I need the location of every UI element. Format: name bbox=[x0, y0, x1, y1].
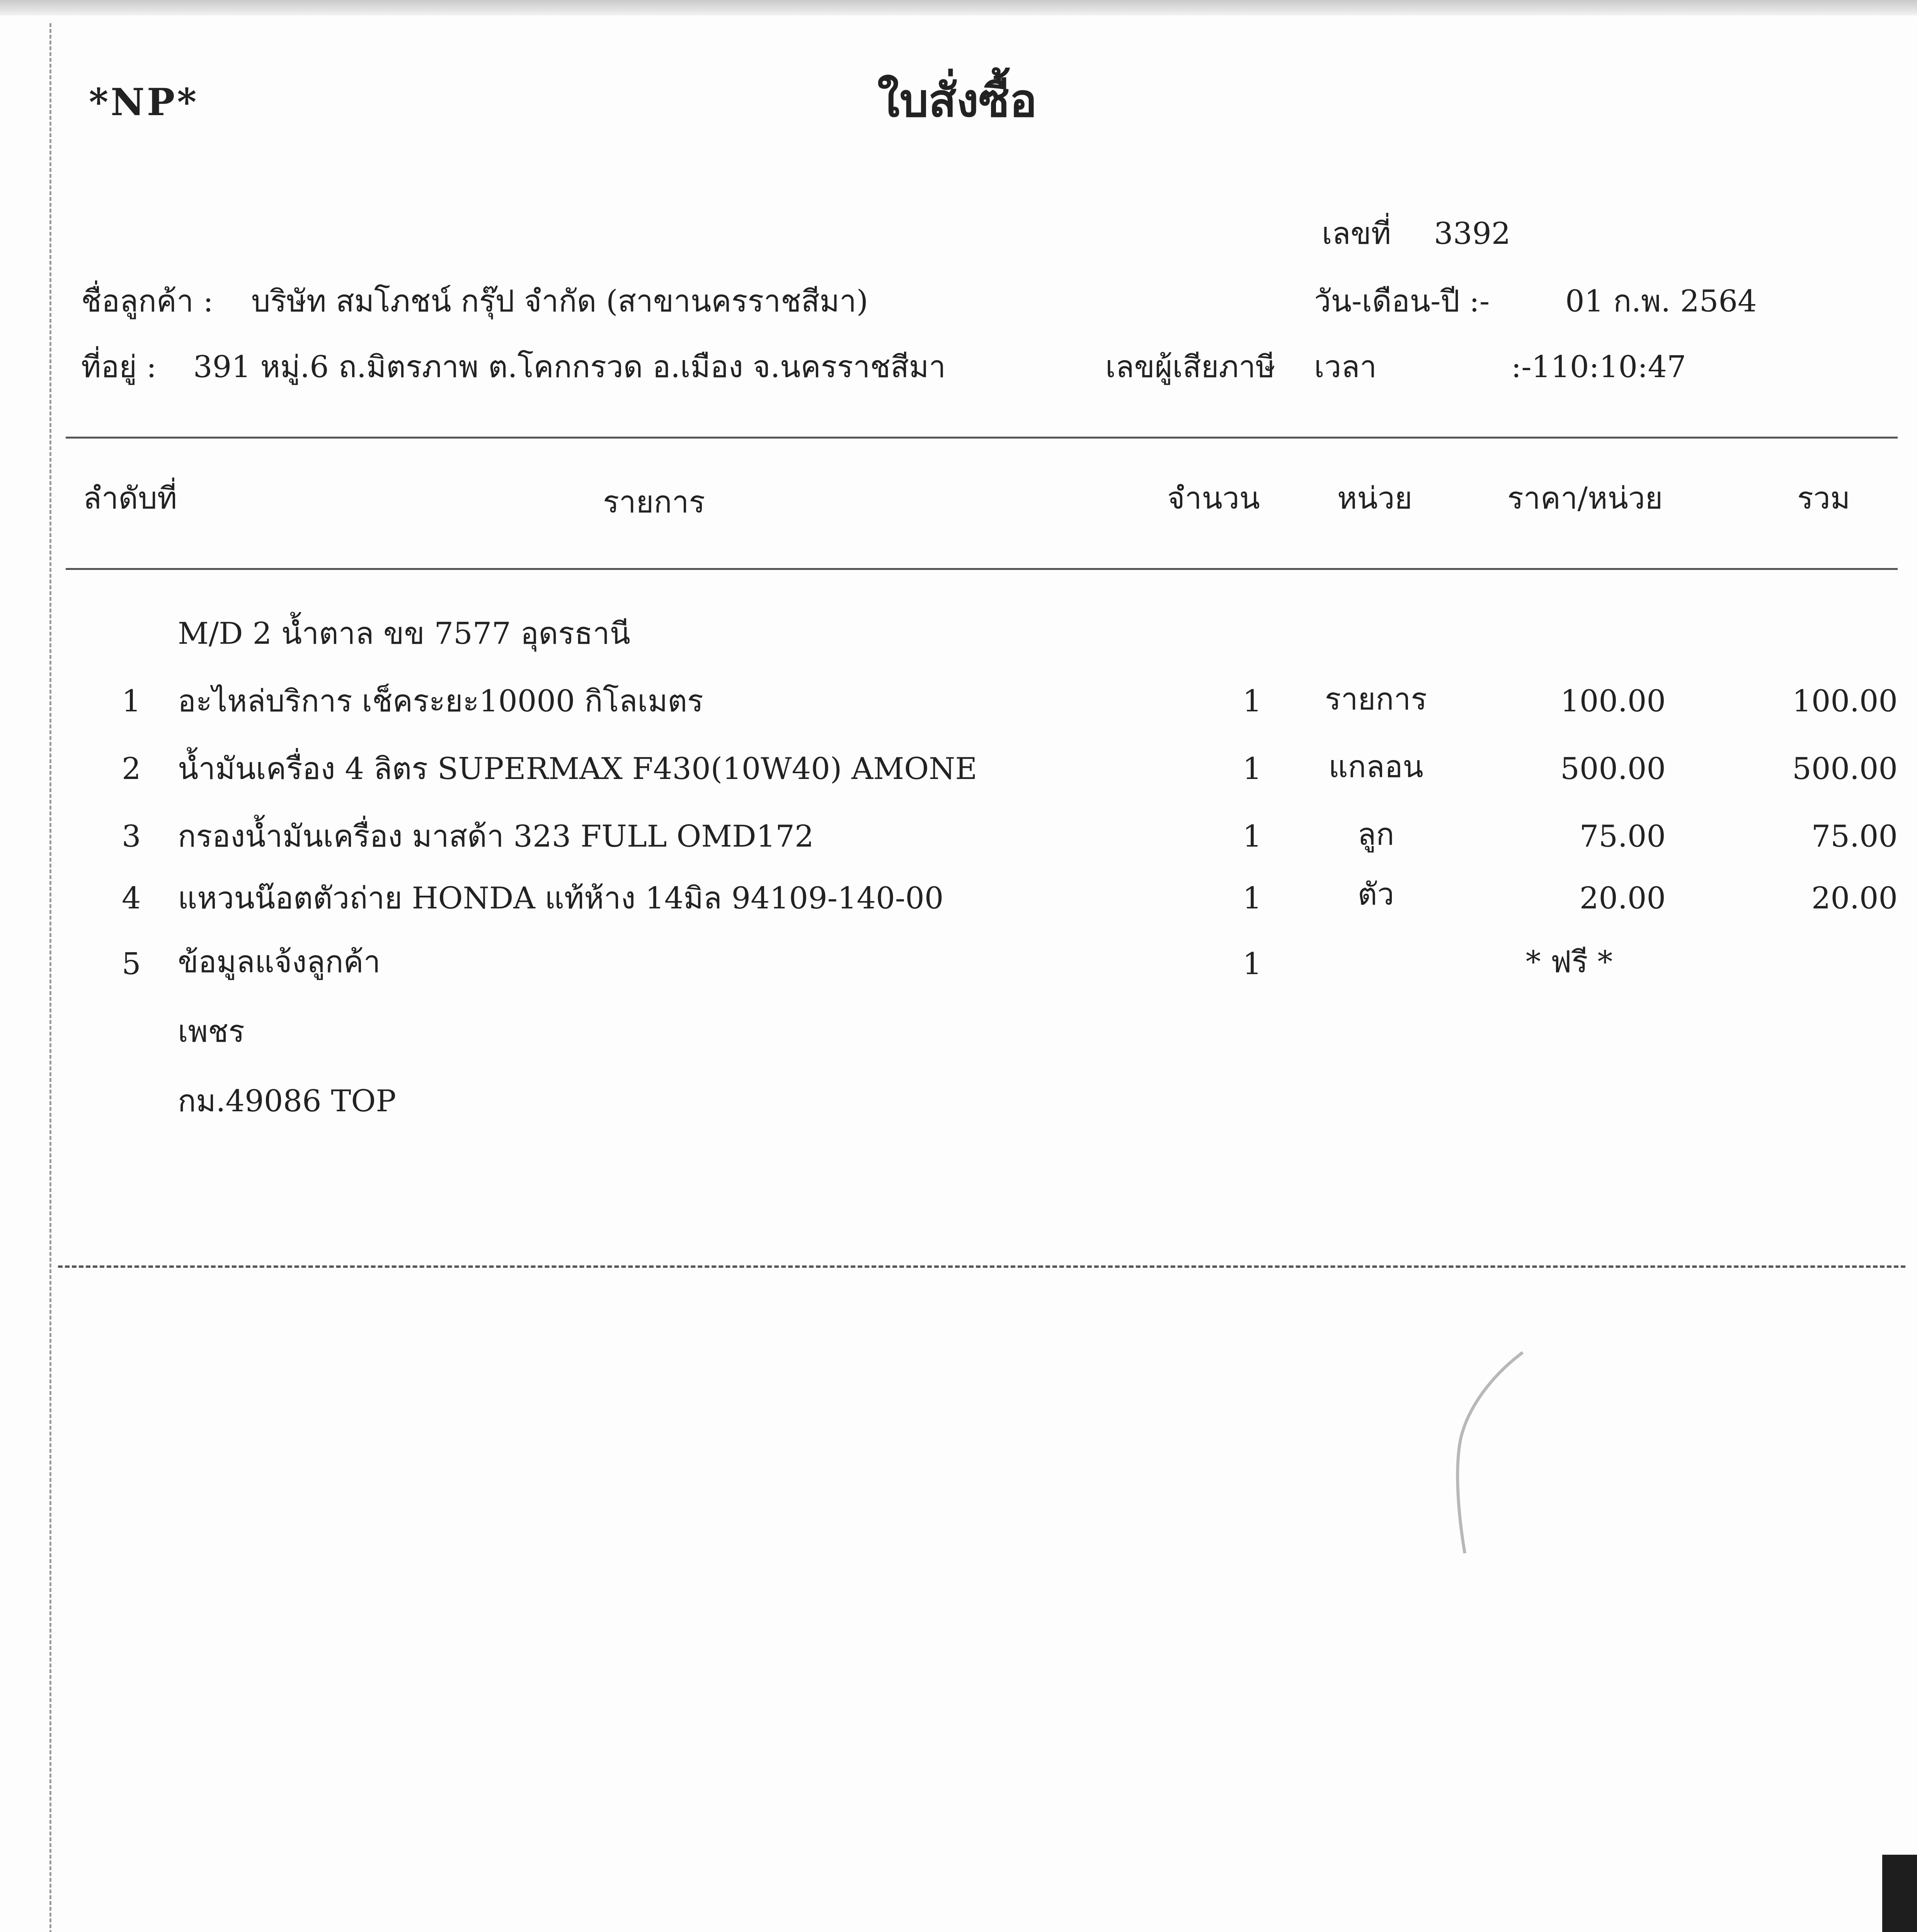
note-line: เพชร bbox=[178, 1014, 245, 1049]
time-label: เวลา bbox=[1314, 350, 1377, 384]
row-qty: 1 bbox=[1243, 684, 1262, 719]
row-unit: ลูก bbox=[1357, 817, 1394, 852]
row-desc: ข้อมูลแจ้งลูกค้า bbox=[178, 945, 381, 980]
row-price: 75.00 bbox=[1579, 819, 1666, 854]
row-price: * ฟรี * bbox=[1525, 945, 1613, 980]
col-qty: จำนวน bbox=[1167, 481, 1260, 516]
paper-top-edge bbox=[0, 0, 1917, 15]
note-line: กม.49086 TOP bbox=[178, 1084, 396, 1119]
row-no: 5 bbox=[122, 947, 141, 981]
vehicle-line: M/D 2 น้ำตาล ขข 7577 อุดรธานี bbox=[178, 616, 630, 651]
row-total: 75.00 bbox=[1811, 819, 1898, 854]
document-title: ใบสั่งซื้อ bbox=[877, 73, 1037, 127]
row-desc: แหวนน๊อตตัวถ่าย HONDA แท้ห้าง 14มิล 94109-140-00 bbox=[178, 881, 944, 916]
row-no: 3 bbox=[122, 819, 141, 854]
row-price: 100.00 bbox=[1560, 684, 1666, 719]
np-mark: *NP* bbox=[89, 80, 199, 124]
row-total: 100.00 bbox=[1792, 684, 1898, 719]
col-no: ลำดับที่ bbox=[83, 481, 177, 516]
row-qty: 1 bbox=[1243, 752, 1262, 786]
document-time: :-110:10:47 bbox=[1511, 350, 1686, 384]
row-price: 20.00 bbox=[1579, 881, 1666, 916]
scan-shadow bbox=[1882, 1855, 1917, 1932]
row-desc: อะไหล่บริการ เช็คระยะ10000 กิโลเมตร bbox=[178, 684, 703, 719]
document-number: 3392 bbox=[1434, 216, 1511, 251]
row-price: 500.00 bbox=[1560, 752, 1666, 786]
row-unit: ตัว bbox=[1357, 877, 1394, 912]
row-qty: 1 bbox=[1243, 881, 1262, 916]
row-no: 2 bbox=[122, 752, 141, 786]
address-label: ที่อยู่ : bbox=[81, 350, 157, 384]
items-end-dashed-rule bbox=[58, 1265, 1905, 1268]
customer-name: บริษัท สมโภชน์ กรุ๊ป จำกัด (สาขานครราชสีมา) bbox=[251, 284, 868, 319]
row-unit: แกลอน bbox=[1328, 750, 1423, 784]
date-label: วัน-เดือน-ปี :- bbox=[1314, 284, 1490, 319]
customer-label: ชื่อลูกค้า : bbox=[81, 284, 213, 319]
row-total: 20.00 bbox=[1811, 881, 1898, 916]
document-date: 01 ก.พ. 2564 bbox=[1565, 284, 1757, 319]
row-no: 1 bbox=[122, 684, 141, 719]
col-total: รวม bbox=[1797, 481, 1851, 516]
number-label: เลขที่ bbox=[1322, 216, 1391, 251]
col-unit: หน่วย bbox=[1337, 481, 1413, 516]
perforation-left bbox=[49, 23, 51, 1932]
row-desc: กรองน้ำมันเครื่อง มาสด้า 323 FULL OMD172 bbox=[178, 819, 814, 854]
header-rule-bottom bbox=[66, 568, 1898, 570]
row-qty: 1 bbox=[1243, 819, 1262, 854]
row-desc: น้ำมันเครื่อง 4 ลิตร SUPERMAX F430(10W40) AMONE bbox=[178, 752, 977, 786]
row-unit: รายการ bbox=[1325, 682, 1427, 717]
row-no: 4 bbox=[122, 881, 141, 916]
header-rule-top bbox=[66, 437, 1898, 439]
pen-stroke-mark bbox=[1445, 1345, 1538, 1561]
row-total: 500.00 bbox=[1792, 752, 1898, 786]
col-item: รายการ bbox=[603, 485, 705, 520]
row-qty: 1 bbox=[1243, 947, 1262, 981]
col-price: ราคา/หน่วย bbox=[1507, 481, 1663, 516]
customer-address: 391 หมู่.6 ถ.มิตรภาพ ต.โคกกรวด อ.เมือง จ.นครราชสีมา bbox=[193, 350, 946, 384]
taxid-label: เลขผู้เสียภาษี bbox=[1105, 350, 1276, 384]
